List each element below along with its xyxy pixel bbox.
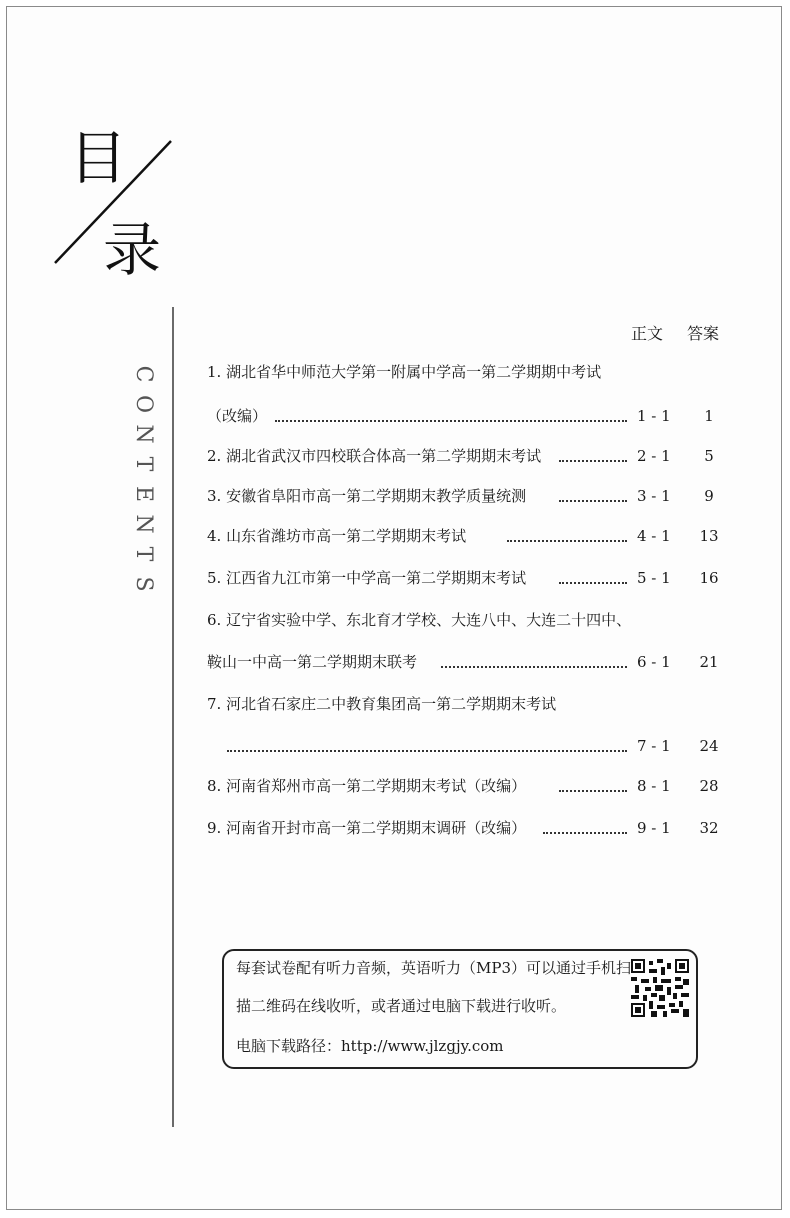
contents-letter: N <box>131 424 156 444</box>
leader-dots <box>275 403 627 422</box>
toc-page: 8 - 1 <box>637 777 671 795</box>
qr-code-icon[interactable] <box>631 959 689 1017</box>
leader-dots <box>559 483 627 502</box>
notice-line-1: 每套试卷配有听力音频，英语听力（MP3）可以通过手机扫 <box>236 959 631 977</box>
leader-dots <box>559 773 627 792</box>
title-char-mu: 目 <box>69 124 128 192</box>
toc-entry-6-line1: 6. 辽宁省实验中学、东北育才学校、大连八中、大连二十四中、 <box>207 611 632 629</box>
toc-answer-page: 13 <box>699 527 719 545</box>
toc-entry-1-line2: （改编） 1 - 1 1 <box>207 403 727 429</box>
notice-line-2: 描二维码在线收听，或者通过电脑下载进行收听。 <box>236 997 567 1015</box>
divider-line <box>172 307 174 1127</box>
contents-vertical-label <box>125 359 161 599</box>
toc-entry-6-line2: 鞍山一中高一第二学期期末联考 6 - 1 21 <box>207 649 727 675</box>
toc-answer-page: 32 <box>699 819 719 837</box>
toc-entry-7-line2 <box>207 733 727 759</box>
toc-page: 4 - 1 <box>637 527 671 545</box>
toc-entry-1-line1: 1. 湖北省华中师范大学第一附属中学高一第二学期期中考试 <box>207 363 602 381</box>
leader-dots <box>543 815 627 834</box>
toc-entry-5: 5. 江西省九江市第一中学高一第二学期期末考试 5 - 1 16 <box>207 565 727 591</box>
toc-answer-page: 28 <box>699 777 719 795</box>
column-header-main: 正文 <box>631 324 664 343</box>
contents-letter: O <box>131 394 156 414</box>
toc-page: 2 - 1 <box>637 447 671 465</box>
notice-line-3: 电脑下载路径：http://www.jlzgjy.com <box>236 1037 504 1055</box>
leader-dots <box>507 523 627 542</box>
toc-page: 7 - 1 <box>637 737 671 755</box>
toc-entry-2: 2. 湖北省武汉市四校联合体高一第二学期期末考试 2 - 1 5 <box>207 443 727 469</box>
title-char-lu: 录 <box>103 216 162 284</box>
toc-page: 6 - 1 <box>637 653 671 671</box>
toc-answer-page: 9 <box>704 487 714 505</box>
toc-answer-page: 21 <box>699 653 719 671</box>
toc-answer-page: 5 <box>704 447 714 465</box>
contents-letter: T <box>131 456 156 472</box>
toc-answer-page: 24 <box>699 737 719 755</box>
contents-letter: C <box>131 365 156 383</box>
toc-page: 3 - 1 <box>637 487 671 505</box>
contents-letter: N <box>131 514 156 534</box>
column-header-answer: 答案 <box>687 324 720 343</box>
toc-page: 5 - 1 <box>637 569 671 587</box>
leader-dots <box>441 649 627 668</box>
toc-entry-8: 8. 河南省郑州市高一第二学期期末考试（改编） 8 - 1 28 <box>207 773 727 799</box>
audio-notice-box <box>222 949 698 1069</box>
contents-letter: E <box>131 485 156 503</box>
contents-letter: T <box>131 546 156 562</box>
toc-entry-4: 4. 山东省潍坊市高一第二学期期末考试 4 - 1 13 <box>207 523 727 549</box>
toc-entry-9: 9. 河南省开封市高一第二学期期末调研（改编） 9 - 1 32 <box>207 815 727 841</box>
toc-answer-page: 16 <box>699 569 719 587</box>
page <box>6 6 782 1210</box>
toc-entry-3: 3. 安徽省阜阳市高一第二学期期末教学质量统测 3 - 1 9 <box>207 483 727 509</box>
toc-page: 9 - 1 <box>637 819 671 837</box>
toc-entry-7-line1: 7. 河北省石家庄二中教育集团高一第二学期期末考试 <box>207 695 557 713</box>
toc-page: 1 - 1 <box>637 407 671 425</box>
contents-letter: S <box>131 576 156 592</box>
leader-dots <box>559 443 627 462</box>
leader-dots <box>227 733 627 752</box>
leader-dots <box>559 565 627 584</box>
toc-answer-page: 1 <box>704 407 714 425</box>
